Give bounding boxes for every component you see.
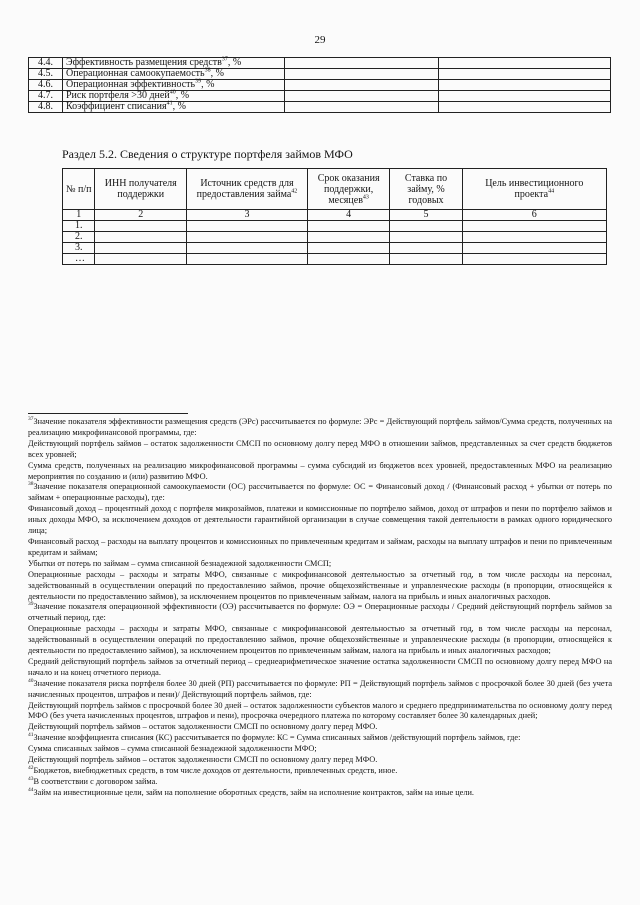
data-cell xyxy=(390,254,462,265)
footnote-text: Значение показателя операционной эффективности (ОЭ) рассчитывается по формуле: ОЭ = Операционные расходы / Средний действующий портфель займов за отчетный период, где: xyxy=(28,602,612,623)
value-cell xyxy=(439,58,611,69)
value-cell xyxy=(285,69,439,80)
value-cell xyxy=(285,102,439,113)
footnote-paragraph xyxy=(28,755,612,766)
footnote-paragraph xyxy=(28,570,612,603)
table-row xyxy=(63,221,607,232)
indicator-unit: , % xyxy=(175,90,190,101)
footnote-paragraph xyxy=(28,624,612,657)
data-cell xyxy=(462,254,606,265)
indicator-number: 4.6. xyxy=(29,80,63,91)
footnote-number: 40 xyxy=(28,677,34,684)
footnote-number: 38 xyxy=(28,481,34,488)
footnote-paragraph xyxy=(28,722,612,733)
indicator-unit: , % xyxy=(201,79,215,90)
indicator-label xyxy=(63,58,285,69)
data-cell xyxy=(462,232,606,243)
indicator-unit: , % xyxy=(210,68,224,79)
indicator-label xyxy=(63,69,285,80)
indicator-label xyxy=(63,91,285,102)
footnote-text: Значение показателя операционной самоокупаемости (ОС) рассчитывается по формуле: ОС = Финансовый доход / (Финансовый расход + убытки от потерь по займам + операционные расходы), где: xyxy=(28,482,612,503)
row-number: 3. xyxy=(63,243,95,254)
column-header xyxy=(390,169,462,210)
footnote-paragraph xyxy=(28,602,612,624)
data-cell xyxy=(187,243,308,254)
footnote-text: Операционные расходы – расходы и затраты МФО, связанные с микрофинансовой деятельностью за отчетный год, в том числе расходы на персонал, задействованный в осуществлении операций по предоставлению займов, прочие общехозяйственные и управленческие расходы (в пропорции, относящейся к деятельности по предоставлению займов), за исключением процентов по привлеченным займам, налога на прибыль и иных аналогичных расходов; xyxy=(28,624,612,656)
value-cell xyxy=(285,91,439,102)
footnote-paragraph xyxy=(28,733,612,744)
footnote-paragraph xyxy=(28,657,612,679)
footnote-number: 39 xyxy=(28,601,34,608)
footnote-number: 37 xyxy=(28,416,34,423)
footnote-text: В соответствии с договором займа. xyxy=(33,776,158,786)
footnote-paragraph xyxy=(28,679,612,701)
row-number: 2. xyxy=(63,232,95,243)
indicator-unit: , % xyxy=(227,57,242,68)
footnote-number: 44 xyxy=(28,787,34,794)
footnote-paragraph xyxy=(28,788,612,799)
footnote-text: Сумма списанных займов – сумма списанной безнадежной задолженности МФО; xyxy=(28,744,317,754)
footnote-ref: 40 xyxy=(169,89,176,96)
column-header xyxy=(187,169,308,210)
footnote-number: 43 xyxy=(28,776,34,783)
column-header-text: Срок оказания поддержки, месяцев xyxy=(317,172,380,206)
footnote-text: Значение показателя эффективности размещения средств (ЭРс) рассчитывается по формуле: ЭРс = Действующий портфель займов/Сумма средств, полученных на реализацию микрофинансовой программы, где: xyxy=(28,417,612,437)
data-cell xyxy=(307,221,390,232)
footnote-ref: 42 xyxy=(291,188,298,195)
indicator-number: 4.5. xyxy=(29,69,63,80)
column-header xyxy=(95,169,187,210)
footnote-ref: 37 xyxy=(221,56,228,63)
value-cell xyxy=(439,102,611,113)
indicator-unit: , % xyxy=(172,101,186,112)
indicator-label-text: Коэффициент списания xyxy=(66,101,167,112)
data-cell xyxy=(187,221,308,232)
column-number: 5 xyxy=(390,210,462,221)
data-cell xyxy=(390,243,462,254)
footnote-paragraph xyxy=(28,537,612,559)
column-number: 1 xyxy=(63,210,95,221)
column-numbers-row xyxy=(63,210,607,221)
footnote-ref: 41 xyxy=(166,100,173,107)
footnote-paragraph xyxy=(28,701,612,723)
indicator-label-text: Операционная эффективность xyxy=(66,79,196,90)
footnote-text: Убытки от потерь по займам – сумма списанной безнадежной задолженности СМСП; xyxy=(28,558,332,568)
value-cell xyxy=(285,58,439,69)
value-cell xyxy=(439,69,611,80)
column-header-text: ИНН получателя поддержки xyxy=(104,178,177,200)
column-header-text: № п/п xyxy=(65,183,92,195)
column-header xyxy=(63,169,95,210)
footnotes xyxy=(28,417,612,799)
indicator-row xyxy=(29,80,611,91)
indicator-number: 4.8. xyxy=(29,102,63,113)
footnote-paragraph xyxy=(28,461,612,483)
footnote-text: Действующий портфель займов – остаток задолженности СМСП по основному долгу перед МФО. xyxy=(28,722,378,732)
row-number: 1. xyxy=(63,221,95,232)
indicator-label-text: Операционная самоокупаемость xyxy=(66,68,205,79)
footnote-number: 41 xyxy=(28,732,34,739)
footnote-text: Операционные расходы – расходы и затраты МФО, связанные с микрофинансовой деятельностью за отчетный год, в том числе расходы на персонал, задействованный в осуществлении операций по предоставлению займов, прочие общехозяйственные и управленческие расходы (в пропорции, относящейся к деятельности по предоставлению займов), за исключением процентов по привлеченным займам, налога на прибыль и иных аналогичных расходов. xyxy=(28,569,612,601)
data-cell xyxy=(187,232,308,243)
footnote-ref: 43 xyxy=(362,194,369,201)
indicator-row xyxy=(29,91,611,102)
data-cell xyxy=(95,243,187,254)
section-title: Раздел 5.2. Сведения о структуре портфеля займов МФО xyxy=(62,147,353,161)
footnote-text: Бюджетов, внебюджетных средств, в том числе доходов от деятельности, привлеченных средств, иное. xyxy=(33,766,398,775)
footnote-text: Действующий портфель займов – остаток задолженности СМСП по основному долгу перед МФО в отношении займов, представленных за счет средств бюджетов всех уровней; xyxy=(28,438,612,459)
column-number: 6 xyxy=(462,210,606,221)
data-cell xyxy=(462,221,606,232)
indicator-row xyxy=(29,58,611,69)
indicator-row xyxy=(29,102,611,113)
footnote-paragraph xyxy=(28,439,612,461)
footnote-paragraph xyxy=(28,744,612,755)
data-cell xyxy=(307,232,390,243)
footnote-paragraph xyxy=(28,504,612,537)
footnote-text: Средний действующий портфель займов за отчетный период – среднеарифметическое значение остатка задолженности СМСП по основному долгу перед МФО на начало и на конец отчетного периода. xyxy=(28,656,612,677)
table-row xyxy=(63,243,607,254)
data-cell xyxy=(95,221,187,232)
data-cell xyxy=(307,243,390,254)
footnote-ref: 44 xyxy=(548,188,555,195)
data-cell xyxy=(187,254,308,265)
data-cell xyxy=(390,232,462,243)
data-cell xyxy=(95,254,187,265)
footnote-text: Финансовый доход – процентный доход с портфеля микрозаймов, платежи и комиссионные по портфелю займов, доход от штрафов и пени по портфелю займов и иных доходы МФО, за исключением доходов от деятельности гарантийной организации в случае совмещения такой деятельности в рамках одного юридического лица; xyxy=(28,504,612,536)
footnote-text: Сумма средств, полученных на реализацию микрофинансовой программы – сумма субсидий из бюджетов всех уровней, предоставленных МФО на реализацию мероприятия по созданию и (или) развитию МФО. xyxy=(28,460,612,481)
footnote-ref: 39 xyxy=(195,78,202,85)
column-number: 4 xyxy=(307,210,390,221)
footnote-separator xyxy=(28,413,188,414)
value-cell xyxy=(439,91,611,102)
column-header-text: Ставка по займу, % годовых xyxy=(404,172,448,206)
footnote-text: Значение коэффициента списания (КС) рассчитывается по формуле: КС = Сумма списанных займов /действующий портфель займов, где: xyxy=(33,733,521,743)
value-cell xyxy=(285,80,439,91)
column-header-text: Цель инвестиционного проекта xyxy=(485,178,584,200)
data-cell xyxy=(462,243,606,254)
indicator-row xyxy=(29,69,611,80)
footnote-text: Значение показателя риска портфеля более 30 дней (РП) рассчитывается по формуле: РП = Действующий портфель займов с просрочкой более 30 дней (без учета начисленных процентов, штрафов и пени)/ Действующий портфель займов, где: xyxy=(28,678,612,699)
page-number: 29 xyxy=(314,34,326,46)
footnote-ref: 38 xyxy=(204,67,211,74)
footnote-text: Действующий портфель займов с просрочкой более 30 дней – остаток задолженности субъектов малого и среднего предпринимательства по основному долгу перед МФО (без учета начисленных процентов, штрафов и пени), просрочка очередного платежа по которому составляет более 30 календарных дней; xyxy=(28,700,612,721)
footnote-text: Финансовый расход – расходы на выплату процентов и комиссионных по привлеченным кредитам и займам, расходы на выплату штрафов и пени по привлеченным кредитам и займам; xyxy=(28,536,612,557)
footnote-paragraph xyxy=(28,559,612,570)
footnote-paragraph xyxy=(28,766,612,777)
indicator-number: 4.4. xyxy=(29,58,63,69)
data-cell xyxy=(95,232,187,243)
column-number: 2 xyxy=(95,210,187,221)
footnote-paragraph xyxy=(28,777,612,788)
table-row xyxy=(63,254,607,265)
indicator-label-text: Риск портфеля >30 дней xyxy=(66,90,170,101)
column-header xyxy=(307,169,390,210)
column-number: 3 xyxy=(187,210,308,221)
portfolio-structure-table xyxy=(62,168,607,265)
column-header-text: Источник средств для предоставления займа xyxy=(196,178,294,200)
footnote-number: 42 xyxy=(28,765,34,772)
footnote-text: Займ на инвестиционные цели, займ на пополнение оборотных средств, займ на исполнение контрактов, займ на иные цели. xyxy=(33,787,474,797)
data-cell xyxy=(390,221,462,232)
column-header xyxy=(462,169,606,210)
data-cell xyxy=(307,254,390,265)
value-cell xyxy=(439,80,611,91)
indicator-label xyxy=(63,102,285,113)
indicator-number: 4.7. xyxy=(29,91,63,102)
table-row xyxy=(63,232,607,243)
indicator-label-text: Эффективность размещения средств xyxy=(66,57,222,68)
footnote-text: Действующий портфель займов – остаток задолженности СМСП по основному долгу перед МФО. xyxy=(28,755,378,765)
row-number: … xyxy=(63,254,95,265)
footnote-paragraph xyxy=(28,417,612,439)
indicators-table xyxy=(28,57,611,113)
footnote-paragraph xyxy=(28,482,612,504)
